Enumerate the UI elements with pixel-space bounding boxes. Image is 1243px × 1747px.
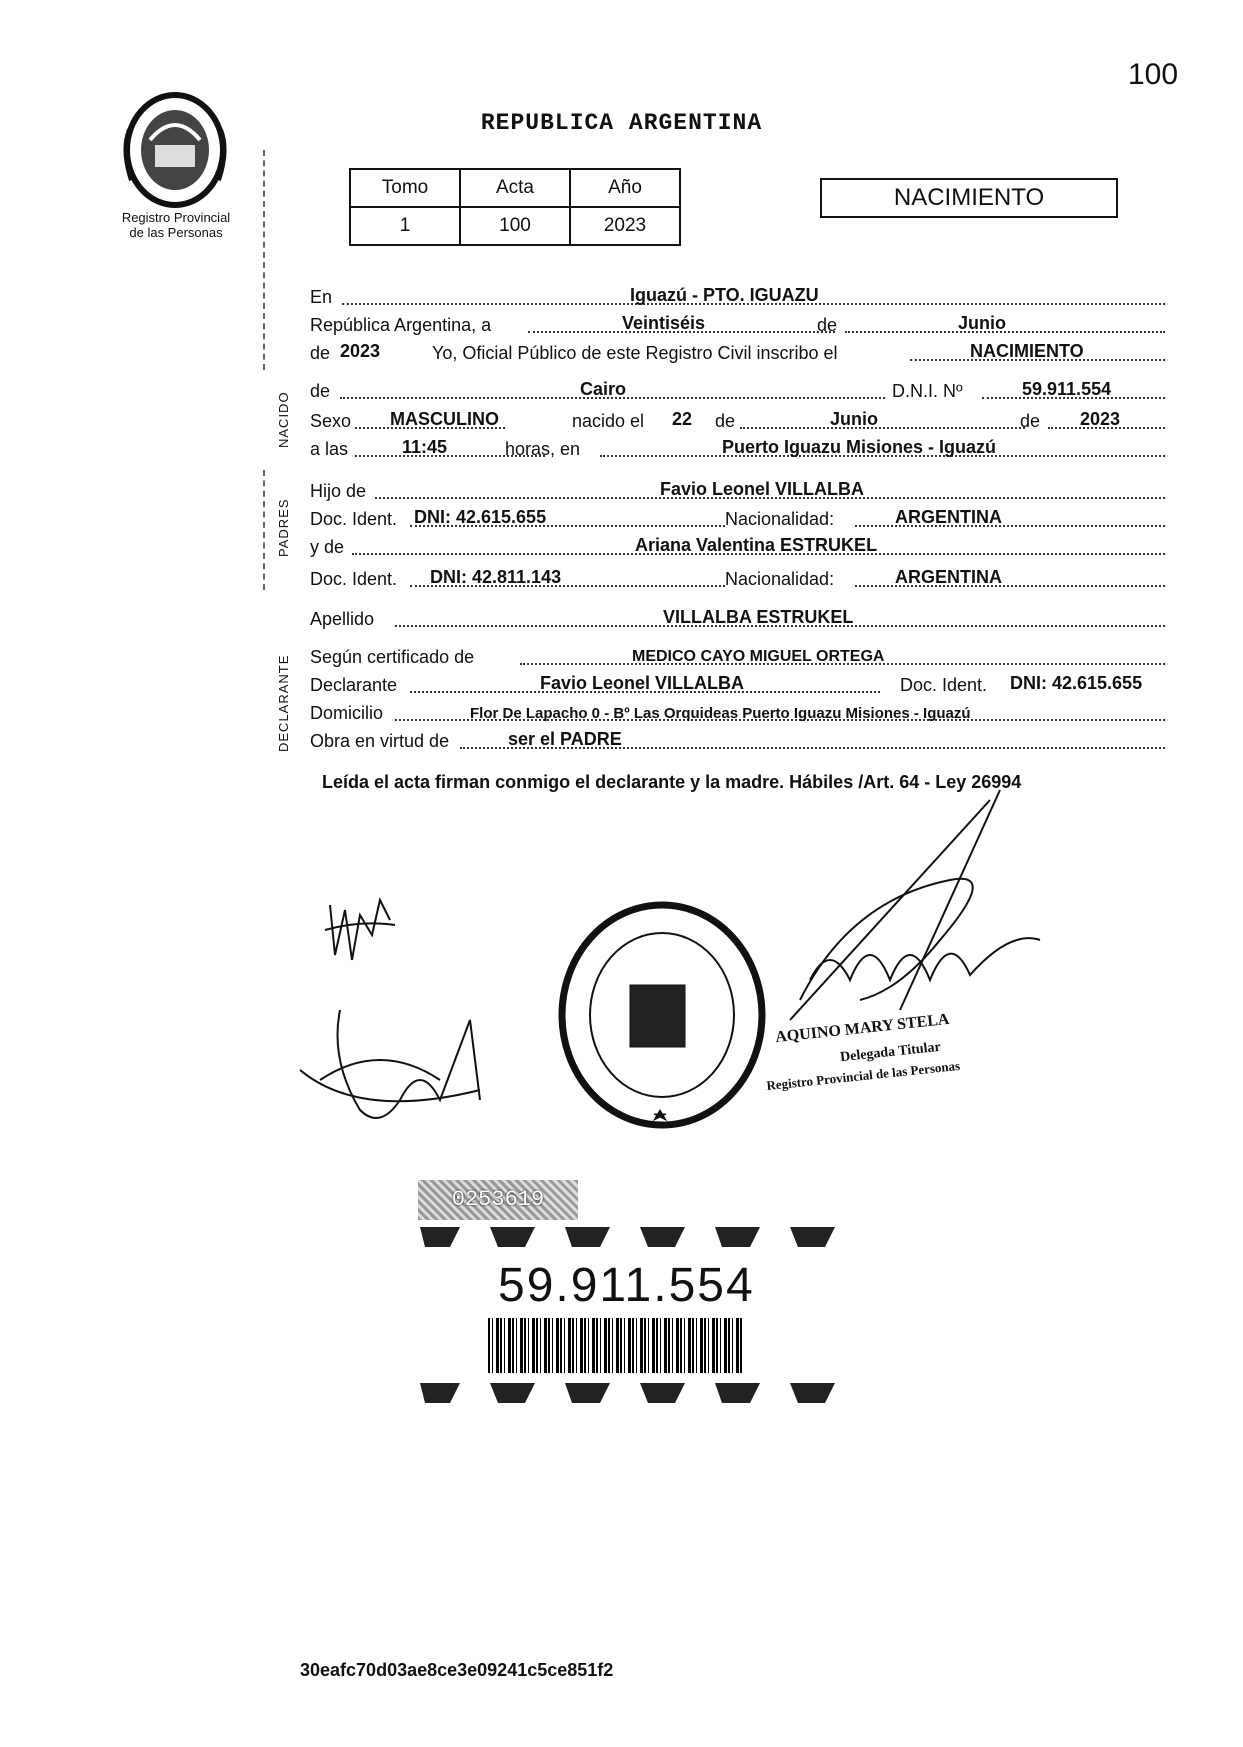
value-birth-year: 2023	[1080, 409, 1121, 429]
table-header-ano: Año	[570, 169, 680, 207]
value-birth-day: 22	[672, 409, 693, 429]
value-certificado: MEDICO CAYO MIGUEL ORTEGA	[632, 648, 885, 665]
label-nacionalidad-padre: Nacionalidad:	[725, 509, 835, 529]
label-a-las: a las	[310, 439, 349, 459]
row-obra	[310, 726, 1165, 752]
signature-oficial	[790, 790, 1040, 1020]
row-declarante	[310, 670, 1165, 696]
label-apellido: Apellido	[310, 609, 375, 629]
serial-label: 0253619	[418, 1180, 578, 1220]
row-apellido	[310, 604, 1165, 630]
table-header-acta: Acta	[460, 169, 570, 207]
label-dni: D.N.I. Nº	[892, 381, 963, 401]
value-year: 2023	[340, 341, 381, 361]
label-nacido-el: nacido el	[572, 411, 645, 431]
row-hora	[310, 434, 1165, 460]
label-horas-en: horas, en	[505, 439, 581, 459]
table-header-tomo: Tomo	[350, 169, 460, 207]
value-sexo: MASCULINO	[390, 409, 499, 429]
row-nombre	[310, 376, 1165, 402]
label-doc-madre: Doc. Ident.	[310, 569, 398, 589]
section-label-padres: PADRES	[276, 498, 291, 557]
legal-text: Leída el acta firman conmigo el declarante y la madre. Hábiles /Art. 64 - Ley 26994	[322, 772, 1022, 792]
table-value-ano: 2023	[570, 207, 680, 245]
security-band	[420, 1222, 860, 1252]
value-nombre: Cairo	[580, 379, 627, 399]
signature-declarante	[325, 900, 395, 960]
value-padre: Favio Leonel VILLALBA	[660, 479, 865, 499]
value-declarante-doc: DNI: 42.615.655	[1010, 673, 1143, 693]
row-padre-doc	[310, 504, 1165, 530]
label-republica: República Argentina, a	[310, 315, 492, 335]
value-lugar-nacimiento: Puerto Iguazu Misiones - Iguazú	[722, 437, 997, 457]
id-number: 59.911.554	[498, 1259, 755, 1312]
row-certificado	[310, 642, 1165, 668]
row-en	[310, 282, 1165, 308]
value-mes: Junio	[958, 313, 1006, 333]
value-acto: NACIMIENTO	[970, 341, 1084, 361]
label-sexo: Sexo	[310, 411, 352, 431]
label-domicilio: Domicilio	[310, 703, 384, 723]
label-y-de: y de	[310, 537, 345, 557]
security-band	[420, 1378, 860, 1408]
value-obra: ser el PADRE	[508, 729, 622, 749]
value-birth-month: Junio	[830, 409, 878, 429]
row-madre-doc	[310, 564, 1165, 590]
section-label-declarante: DECLARANTE	[276, 654, 291, 752]
row-madre	[310, 532, 1165, 558]
value-dni: 59.911.554	[1022, 379, 1112, 399]
record-table	[349, 168, 681, 246]
label-de-birth: de	[715, 411, 736, 431]
label-hijo-de: Hijo de	[310, 481, 367, 501]
label-de-nombre: de	[310, 381, 331, 401]
row-hijo-de	[310, 476, 1165, 502]
value-padre-nac: ARGENTINA	[895, 507, 1002, 527]
value-madre: Ariana Valentina ESTRUKEL	[635, 535, 878, 555]
registry-name: Registro Provincial de las Personas	[121, 210, 231, 240]
row-sexo	[310, 406, 1165, 432]
label-oficial: Yo, Oficial Público de este Registro Civil inscribo el	[432, 343, 838, 363]
value-dia: Veintiséis	[622, 313, 706, 333]
value-madre-doc: DNI: 42.811.143	[430, 567, 562, 587]
value-padre-doc: DNI: 42.615.655	[414, 507, 547, 527]
value-madre-nac: ARGENTINA	[895, 567, 1002, 587]
label-de-year-birth: de	[1020, 411, 1041, 431]
label-obra: Obra en virtud de	[310, 731, 450, 751]
label-doc-padre: Doc. Ident.	[310, 509, 398, 529]
record-type-box: NACIMIENTO	[820, 178, 1118, 218]
document-hash: 30eafc70d03ae8ce3e09241c5ce851f2	[300, 1660, 614, 1680]
stamp-org: Registro Provincial de las Personas	[765, 1057, 961, 1094]
label-de-year: de	[310, 343, 331, 363]
label-certificado: Según certificado de	[310, 647, 475, 667]
document-title: REPUBLICA ARGENTINA	[480, 110, 763, 136]
row-domicilio	[310, 698, 1165, 724]
margin-line	[263, 470, 265, 590]
barcode	[488, 1318, 744, 1373]
value-apellido: VILLALBA ESTRUKEL	[663, 607, 854, 627]
label-declarante: Declarante	[310, 675, 398, 695]
row-fecha	[310, 310, 1165, 336]
value-hora: 11:45	[402, 437, 448, 457]
label-doc-declarante: Doc. Ident.	[900, 675, 988, 695]
page-number: 100	[1128, 58, 1179, 91]
table-value-acta: 100	[460, 207, 570, 245]
row-inscribo	[310, 338, 1165, 364]
stamp-name: AQUINO MARY STELA	[774, 1010, 951, 1047]
signature-madre	[300, 1010, 480, 1118]
official-seal	[562, 905, 762, 1125]
province-seal-logo	[120, 90, 230, 210]
value-declarante: Favio Leonel VILLALBA	[540, 673, 745, 693]
stamp-role: Delegada Titular	[839, 1039, 942, 1066]
section-label-nacido: NACIDO	[276, 391, 291, 448]
label-nacionalidad-madre: Nacionalidad:	[725, 569, 835, 589]
value-lugar-inscripcion: Iguazú - PTO. IGUAZU	[630, 285, 819, 305]
table-value-tomo: 1	[350, 207, 460, 245]
label-en: En	[310, 287, 333, 307]
margin-line	[263, 150, 265, 370]
value-domicilio: Flor De Lapacho 0 - Bº Las Orquideas Puerto Iguazu Misiones - Iguazú	[470, 705, 971, 722]
label-de: de	[817, 315, 838, 335]
